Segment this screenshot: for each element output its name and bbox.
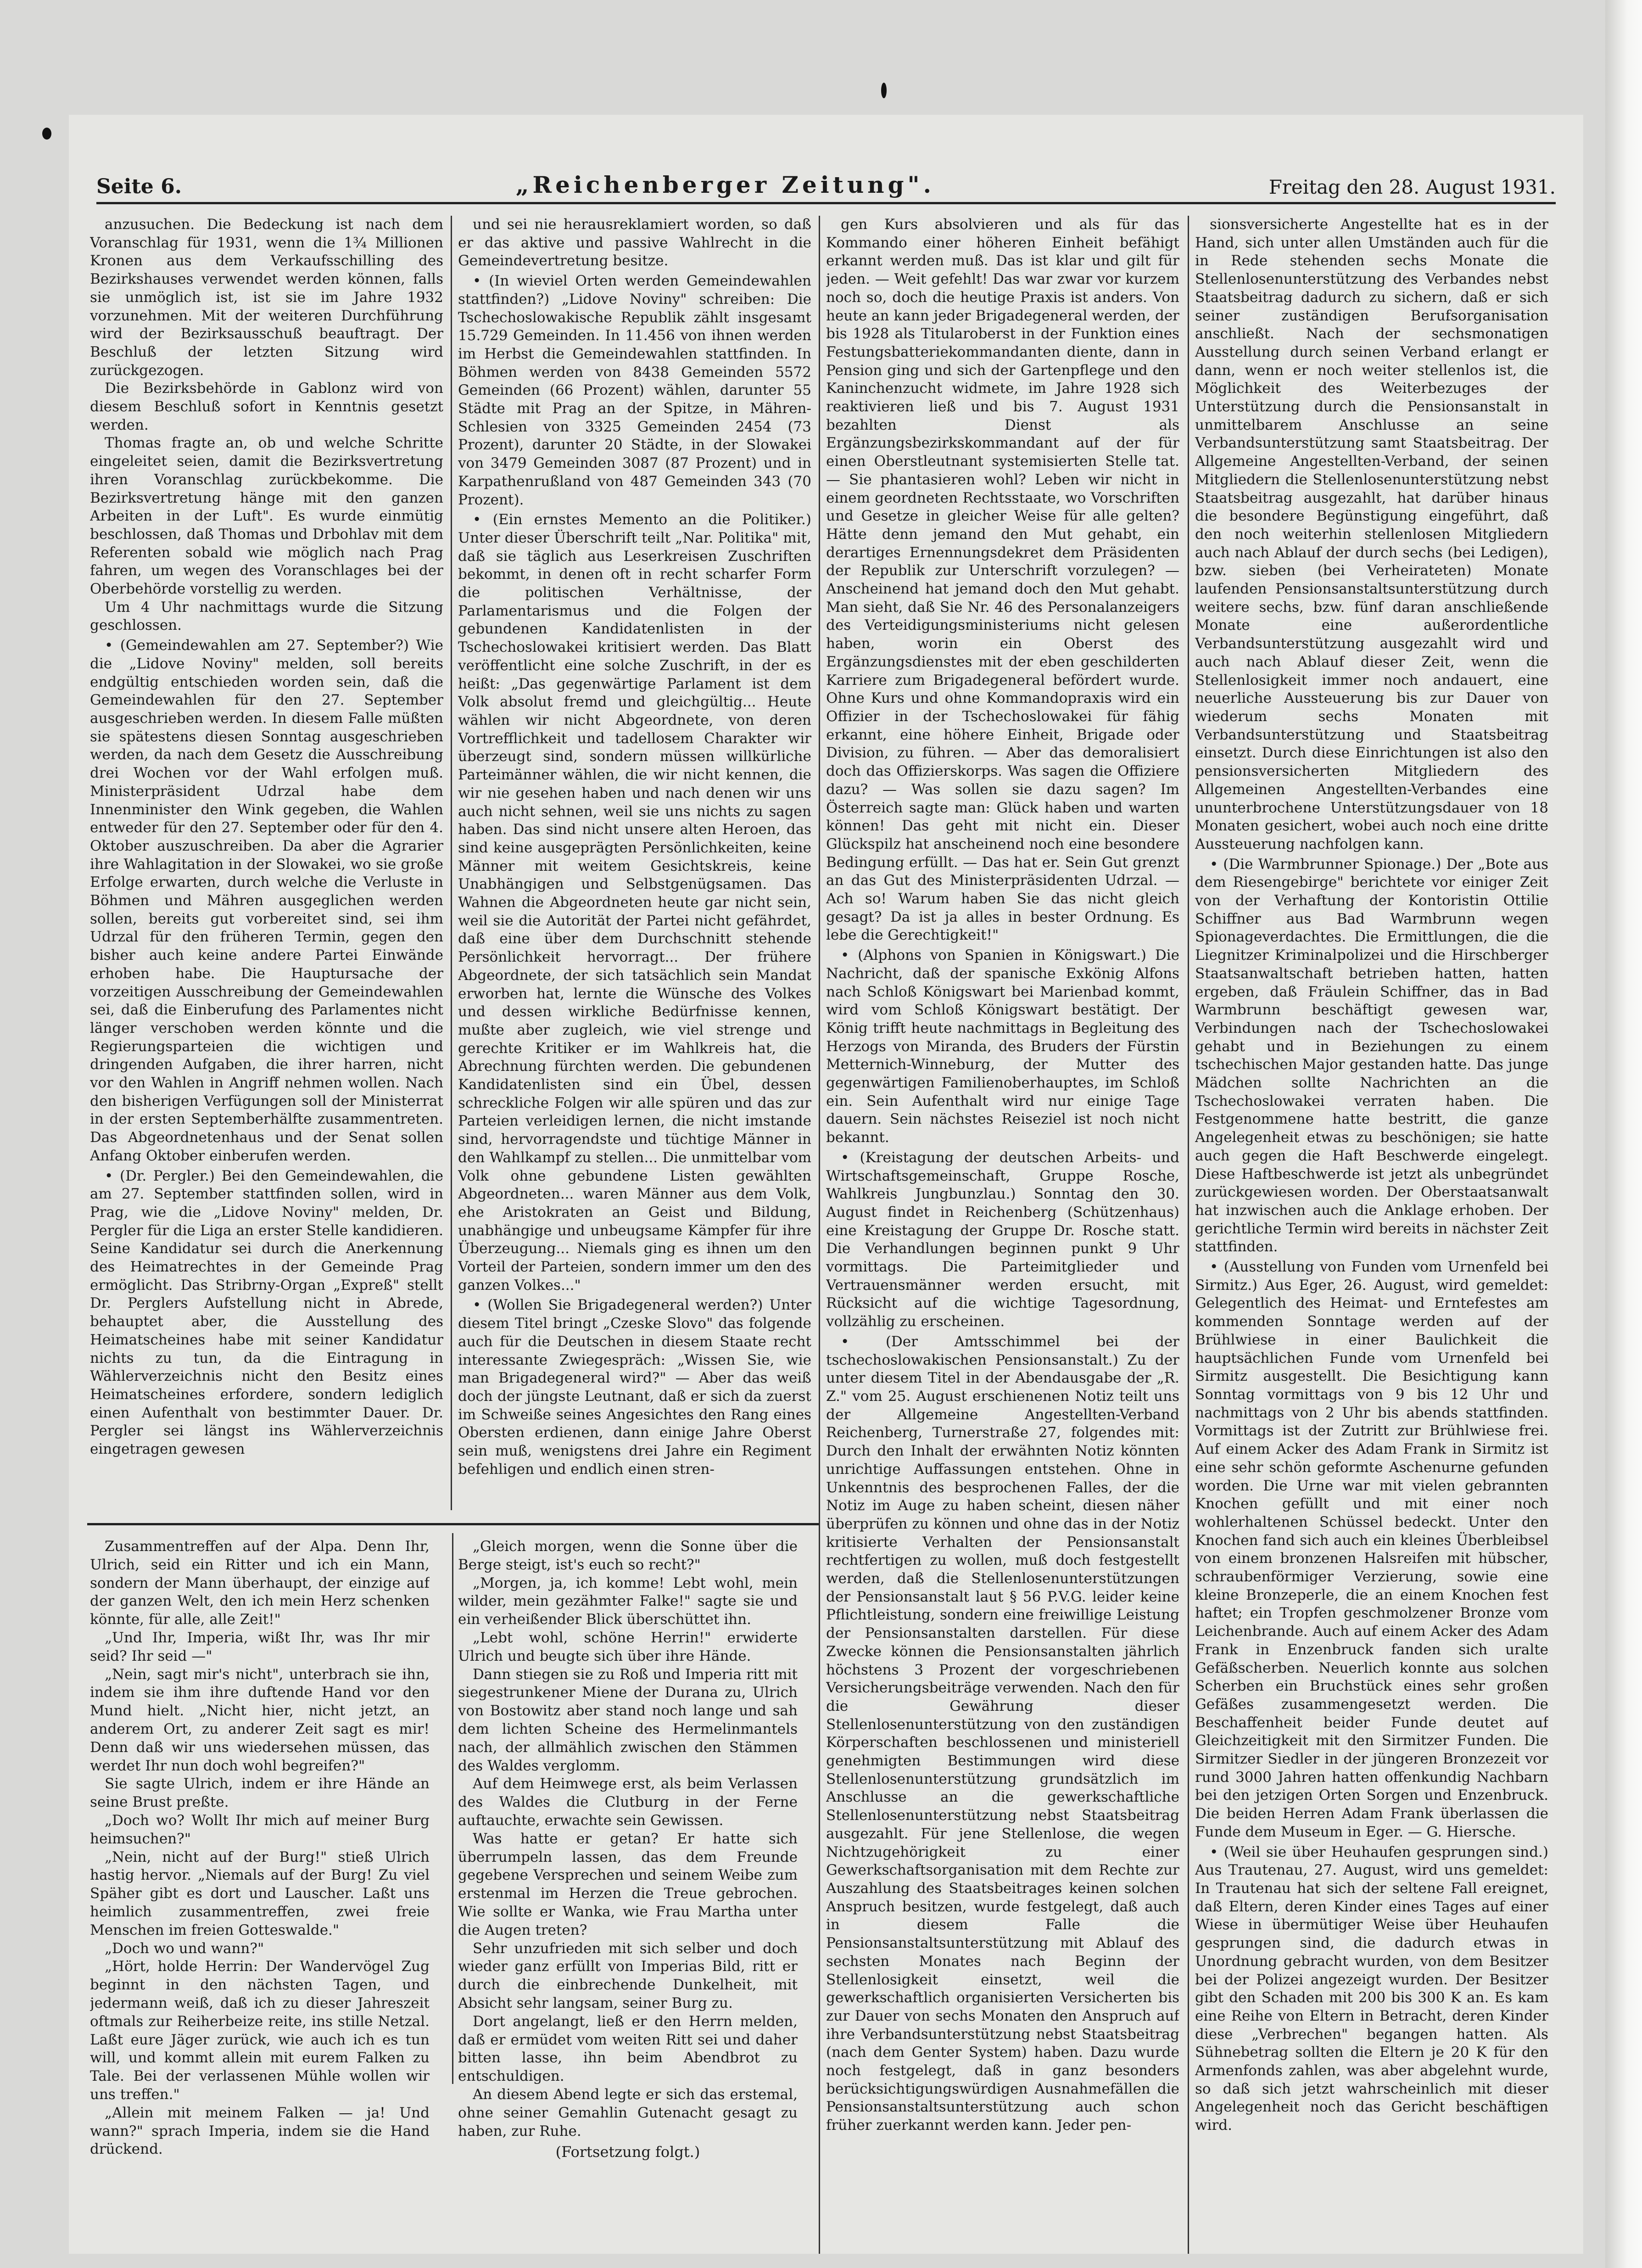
paragraph: • (Der Amtsschimmel bei der tschechoslowakischen Pensionsanstalt.) Zu der unter diesem Titel in der Abendausgabe der „R. Z." vom 25. August erschienenen Notiz teilt uns der Allgemeine Angestellten-Verband Reichenberg, Turnerstraße 27, folgendes mit: Durch den Inhalt der erwähnten Notiz könnten unrichtige Auffassungen entstehen. Ohne in Unkenntnis des besprochenen Falles, der die Notiz im Auge zu haben scheint, diesen näher überprüfen zu können und ohne das in der Notiz kritisierte Verhalten der Pensionsanstalt rechtfertigen zu wollen, muß doch festgestellt werden, daß die Stellenlosenunterstützungen der Pensionsanstalt laut § 56 P.V.G. leider keine Pflichtleistung, sondern eine freiwillige Leistung der Pensionsanstalten darstellen. Für diese Zwecke können die Pensionsanstalten jährlich höchstens 3 Prozent der vorgeschriebenen Versicherungsbeiträge verwenden. Nach den für die Gewährung dieser Stellenlosenunterstützung von den zuständigen Körperschaften beschlossenen und ministeriell genehmigten Bestimmungen wird diese Stellenlosenunterstützung grundsätzlich im Anschlusse an die gewerkschaftliche Stellenlosenunterstützung nebst Staatsbeitrag ausgezahlt. Für jene Stellenlose, die wegen Nichtzugehörigkeit zu einer Gewerkschaftsorganisation mit dem Rechte zur Auszahlung des Staatsbeitrages keinen solchen Anspruch besitzen, wurde festgelegt, daß auch in diesem Falle die Pensionsanstaltsunterstützung mit Ablauf des sechsten Monates nach Beginn der Stellenlosigkeit einsetzt, weil die gewerkschaftlich organisierten Versicherten bis zur Dauer von sechs Monaten den Anspruch auf ihre Verbandsunterstützung nebst Staatsbeitrag (nach dem Genter System) haben. Dazu wurde noch festgelegt, daß in ganz besonders berücksichtigungswürdigen Ausnahmefällen die Pensionsanstaltsunterstützung auch schon früher zuerkannt werden kann. Jeder pen-: [826, 1333, 1179, 2134]
paragraph: „Und Ihr, Imperia, wißt Ihr, was Ihr mir seid? Ihr seid —": [90, 1629, 430, 1664]
paragraph: An diesem Abend legte er sich das erstemal, ohne seiner Gemahlin Gutenacht gesagt zu haben, zur Ruhe.: [458, 2086, 798, 2139]
column-rule: [452, 1533, 453, 2084]
paragraph: „Gleich morgen, wenn die Sonne über die Berge steigt, ist's euch so recht?": [458, 1538, 798, 1573]
header-rule: [96, 202, 1556, 204]
paragraph: Was hatte er getan? Er hatte sich überrumpeln lassen, das dem Freunde gegebene Versprechen und seinem Weibe zum erstenmal im Herzen die Treue gebrochen. Wie sollte er Wanka, wie Frau Martha unter die Augen treten?: [458, 1830, 798, 1938]
paragraph: Thomas fragte an, ob und welche Schritte eingeleitet seien, damit die Bezirksvertretung ihren Voranschlag zurückbekomme. Die Bezirksvertretung hänge mit den ganzen Arbeiten in der Luft". Es wurde einmütig beschlossen, daß Thomas und Drbohlav mit dem Referenten sobald wie möglich nach Prag fahren, um wegen des Voranschlages bei der Oberbehörde vorstellig zu werden.: [90, 435, 443, 598]
paragraph: • (Alphons von Spanien in Königswart.) Die Nachricht, daß der spanische Exkönig Alfons nach Schloß Königswart bei Marienbad kommt, wird vom Schloß Königswart bestätigt. Der König trifft heute nachmittags in Begleitung des Herzogs von Miranda, des Bruders der Fürstin Metternich-Winneburg, der Mutter des gegenwärtigen Familienoberhauptes, im Schloß ein. Sein Aufenthalt wird nur einige Tage dauern. Sein nächstes Reiseziel ist noch nicht bekannt.: [826, 947, 1179, 1146]
paragraph: • (Gemeindewahlen am 27. September?) Wie die „Lidove Noviny" melden, soll bereits endgültig entschieden worden sein, daß die Gemeindewahlen für den 27. September ausgeschrieben werden. In diesem Falle müßten sie spätestens diesen Sonntag ausgeschrieben werden, da nach dem Gesetz die Ausschreibung drei Wochen vor der Wahl erfolgen muß. Ministerpräsident Udrzal habe dem Innenminister den Wink gegeben, die Wahlen entweder für den 27. September oder für den 4. Oktober auszuschreiben. Da aber die Agrarier ihre Wahlagitation in der Slowakei, wo sie große Erfolge erwarten, durch welche die Verluste in Böhmen und Mähren ausgeglichen werden sollen, bereits gut vorbereitet sind, sei ihm Udrzal für den früheren Termin, gegen den bisher auch keine andere Partei Einwände erhoben habe. Die Hauptursache der vorzeitigen Ausschreibung der Gemeindewahlen sei, daß die Einberufung des Parlamentes nicht länger verschoben werden könnte und die Regierungsparteien die wichtigen und dringenden Aufgaben, die ihrer harren, nicht vor den Wahlen in Angriff nehmen wollen. Nach den bisherigen Verfügungen soll der Ministerrat in der ersten Septemberhälfte zusammentreten. Das Abgeordnetenhaus und der Senat sollen Anfang Oktober einberufen werden.: [90, 637, 443, 1164]
paragraph: „Doch wo und wann?": [105, 1940, 264, 1957]
paragraph: Auf dem Heimwege erst, als beim Verlassen des Waldes die Clutburg in der Ferne auftauchte, erwachte sein Gewissen.: [458, 1775, 798, 1829]
ink-mark: [881, 83, 887, 98]
column-rule: [819, 216, 820, 2254]
column-3: [826, 216, 1179, 2254]
paragraph: Die Bezirksbehörde in Gablonz wird von diesem Beschluß sofort in Kenntnis gesetzt werden.: [90, 380, 443, 433]
column-1: [90, 216, 443, 1515]
paragraph: • (Dr. Pergler.) Bei den Gemeindewahlen, die am 27. September stattfinden sollen, wird in Prag, wie die „Lidove Noviny" melden, Dr. Pergler für die Liga an erster Stelle kandidieren. Seine Kandidatur sei durch die Anerkennung des Heimatrechtes in der Gemeinde Prag ermöglicht. Das Stribrny-Organ „Expreß" stellt Dr. Perglers Aufstellung nicht in Abrede, behauptet aber, die Ausstellung des Heimatscheines habe mit seiner Kandidatur nichts zu tun, da die Eintragung in Wählerverzeichnis nicht den Besitz eines Heimatscheines erfordere, sondern lediglich einen Aufenthalt von bestimmter Dauer. Dr. Pergler sei längst ins Wählerverzeichnis eingetragen gewesen: [90, 1167, 443, 1458]
paragraph: • (Weil sie über Heuhaufen gesprungen sind.) Aus Trautenau, 27. August, wird uns gemeldet: In Trautenau hat sich der seltene Fall ereignet, daß Eltern, deren Kinder eines Tages auf einer Wiese in übermütiger Weise über Heuhaufen gesprungen sind, die dadurch etwas in Unordnung gebracht wurden, von dem Besitzer bei der Polizei angezeigt wurden. Der Besitzer gibt den Schaden mit 200 bis 300 K an. Es kam eine Reihe von Eltern in Betracht, deren Kinder diese „Verbrechen" begangen hatten. Als Sühnebetrag sollten die Eltern je 20 K für den Armenfonds zahlen, was aber abgelehnt wurde, so daß sich jetzt wahrscheinlich mit dieser Angelegenheit noch das Gericht beschäftigen wird.: [1195, 1843, 1548, 2134]
newspaper-title: „Reichenberger Zeitung".: [515, 171, 935, 198]
paragraph: Zusammentreffen auf der Alpa. Denn Ihr, Ulrich, seid ein Ritter und ich ein Mann, sondern der Mann überhaupt, der einzige auf der ganzen Welt, den ich mein Herz schenken könnte, für alle, alle Zeit!": [90, 1538, 430, 1628]
paragraph: • (Ein ernstes Memento an die Politiker.) Unter dieser Überschrift teilt „Nar. Politika" mit, daß sie täglich aus Leserkreisen Zuschriften bekommt, in denen oft in recht scharfer Form die politischen Verhältnisse, der Parlamentarismus und die Folgen der gebundenen Kandidatenlisten in der Tschechoslowakei kritisiert werden. Das Blatt veröffentlicht eine solche Zuschrift, in der es heißt: „Das gegenwärtige Parlament ist dem Volk absolut fremd und gleichgültig... Heute wählen wir nicht Abgeordnete, von deren Vortrefflichkeit und tadellosem Charakter wir überzeugt sind, sondern müssen willkürliche Parteimänner wählen, die wir nicht kennen, die wir nie gesehen haben und nach denen wir uns auch nicht sehnen, weil sie uns nichts zu sagen haben. Das sind nicht unsere alten Heroen, das sind keine ausgeprägten Persönlichkeiten, keine Männer mit weitem Gesichtskreis, keine Unabhängigen und Selbstgenügsamen. Das Wahnen die Abgeordneten heute gar nicht sein, weil sie die Autorität der Partei nicht gefährdet, daß eine über dem Durchschnitt stehende Persönlichkeit hervorragt... Der frühere Abgeordnete, der sich tatsächlich sein Mandat erworben hat, lernte die Wünsche des Volkes und dessen wirkliche Bedürfnisse kennen, mußte aber zugleich, wie viel strenge und gerechte Kritiker er im Wahlkreis hat, die Abrechnung fürchten werden. Die gebundenen Kandidatenlisten sind ein Übel, dessen schreckliche Folgen wir alle spüren und das zur Parteien verleidigen lernen, die nicht imstande sind, hervorragendste und tüchtige Männer in den Wahlkampf zu stellen... Die unmittelbar vom Volk ohne gebundene Listen gewählten Abgeordneten... waren Männer aus dem Volk, ehe Aristokraten an Geist und Bildung, unabhängige und unbeugsame Kämpfer für ihre Überzeugung... Niemals ging es ihnen um den Vorteil der Parteien, sondern immer um den des ganzen Volkes...": [458, 511, 811, 1294]
column-2: [458, 216, 811, 1515]
page-header: [96, 171, 1556, 198]
paragraph: Um 4 Uhr nachmittags wurde die Sitzung geschlossen.: [90, 599, 443, 634]
paper-edge: [1605, 0, 1642, 2268]
paragraph: • (Die Warmbrunner Spionage.) Der „Bote aus dem Riesengebirge" berichtete vor einiger Zeit von der Verhaftung der Kontoristin Ottilie Schiffner aus Bad Warmbrunn wegen Spionageverdachtes. Die Ermittlungen, die die Liegnitzer Kriminalpolizei und die Hirschberger Staatsanwaltschaft betrieben hatten, hatten ergeben, daß Fräulein Schiffner, das in Bad Warmbrunn beschäftigt gewesen war, Verbindungen nach der Tschechoslowakei gehabt und in Beziehungen zu einem tschechischen Major gestanden hatte. Das junge Mädchen sollte Nachrichten an die Tschechoslowakei verraten haben. Die Festgenommene hatte bestritt, die ganze Angelegenheit etwas zu beschönigen; sie hatte auch gegen die Haft Beschwerde eingelegt. Diese Haftbeschwerde ist jetzt als unbegründet zurückgewiesen worden. Der Oberstaatsanwalt hat inzwischen auch die Anklage erhoben. Der gerichtliche Termin wird bereits in nächster Zeit stattfinden.: [1195, 856, 1548, 1255]
feuilleton-rule: [87, 1523, 819, 1525]
paragraph: Sehr unzufrieden mit sich selber und doch wieder ganz erfüllt von Imperias Bild, ritt er durch die einbrechende Dunkelheit, mit Absicht sehr langsam, seiner Burg zu.: [458, 1940, 798, 2011]
paragraph: • (Kreistagung der deutschen Arbeits- und Wirtschaftsgemeinschaft, Gruppe Rosche, Wahlkreis Jungbunzlau.) Sonntag den 30. August findet in Reichenberg (Schützenhaus) eine Kreistagung der Gruppe Dr. Rosche statt. Die Verhandlungen beginnen punkt 9 Uhr vormittags. Die Parteimitglieder und Vertrauensmänner werden ersucht, mit Rücksicht auf die wichtige Tagesordnung, vollzählig zu erscheinen.: [826, 1149, 1179, 1330]
page-number: Seite 6.: [96, 175, 182, 198]
column-4: [1195, 216, 1548, 2254]
paragraph: „Hört, holde Herrin: Der Wandervögel Zug beginnt in den nächsten Tagen, und jedermann weiß, daß ich zu dieser Jahreszeit oftmals zur Reiherbeize reite, ins stille Netzal. Laßt eure Jäger zurück, wie auch ich es tun will, und kommt allein mit eurem Falken zu Tale. Bei der verlassenen Mühle wollen wir uns treffen.": [90, 1958, 430, 2103]
paragraph: Dann stiegen sie zu Roß und Imperia ritt mit siegestrunkener Miene der Durana zu, Ulrich von Bostowitz aber stand noch lange und sah dem lichten Scheine des Hermelinmantels nach, der allmählich zwischen den Stämmen des Waldes verglomm.: [458, 1666, 798, 1774]
paragraph: sionsversicherte Angestellte hat es in der Hand, sich unter allen Umständen auch für die in Rede stehenden sechs Monate die Stellenlosenunterstützung des Verbandes nebst Staatsbeitrag dadurch zu sichern, daß er sich seiner zuständigen Berufsorganisation anschließt. Nach der sechsmonatigen Ausstellung durch seinen Verband erlangt er dann, wenn er noch weiter stellenlos ist, die Möglichkeit des Weiterbezuges der Unterstützung durch die Pensionsanstalt in unmittelbarem Anschlusse an seine Verbandsunterstützung samt Staatsbeitrag. Der Allgemeine Angestellten-Verband, der seinen Mitgliedern die Stellenlosenunterstützung nebst Staatsbeitrag ausgezahlt, hat darüber hinaus die besondere Begünstigung eingeführt, daß den noch weiterhin stellenlosen Mitgliedern auch nach Ablauf der durch sechs (bei Ledigen), bzw. sieben (bei Verheirateten) Monate laufenden Pensionsanstaltsunterstützung durch weitere sechs, bzw. fünf daran anschließende Monate eine außerordentliche Verbandsunterstützung ausgezahlt wird und auch nach Ablauf dieser Zeit, wenn die Stellenlosigkeit immer noch andauert, eine neuerliche Aussteuerung bis zur Dauer von wiederum sechs Monaten mit Verbandsunterstützung und Staatsbeitrag einsetzt. Durch diese Einrichtungen ist also den pensionsversicherten Mitgliedern des Allgemeinen Angestellten-Verbandes eine ununterbrochene Unterstützungsdauer von 18 Monaten gesichert, wobei auch noch eine dritte Aussteuerung nachfolgen kann.: [1195, 216, 1548, 852]
serial-column-right: [458, 1538, 798, 2162]
paragraph: und sei nie herausreklamiert worden, so daß er das aktive und passive Wahlrecht in die Gemeindevertretung besitze.: [458, 216, 811, 269]
column-rule: [451, 216, 452, 1510]
column-rule: [1188, 216, 1189, 2254]
paragraph: „Lebt wohl, schöne Herrin!" erwiderte Ulrich und beugte sich über ihre Hände.: [458, 1629, 798, 1664]
issue-date: Freitag den 28. August 1931.: [1268, 176, 1556, 198]
punch-hole: [42, 128, 51, 140]
paragraph: anzusuchen. Die Bedeckung ist nach dem Voranschlag für 1931, wenn die 1¾ Millionen Kronen aus dem Verkaufsschilling des Bezirkshauses verwendet werden können, falls sie unmöglich ist, ist sie im Jahre 1932 vorzunehmen. Mit der weiteren Durchführung wird der Bezirksausschuß beauftragt. Der Beschluß der letzten Sitzung wird zurückgezogen.: [90, 216, 443, 379]
paragraph: Dort angelangt, ließ er den Herrn melden, daß er ermüdet vom weiten Ritt sei und daher bitten lasse, ihn beim Abendbrot zu entschuldigen.: [458, 2013, 798, 2085]
paragraph: • (In wieviel Orten werden Gemeindewahlen stattfinden?) „Lidove Noviny" schreiben: Die Tschechoslowakische Republik zählt insgesamt 15.729 Gemeinden. In 11.456 von ihnen werden im Herbst die Gemeindewahlen stattfinden. In Böhmen werden von 8438 Gemeinden 5572 Gemeinden (66 Prozent) wählen, darunter 55 Städte mit Prag an der Spitze, in Mähren-Schlesien von 3325 Gemeinden 2454 (73 Prozent), darunter 20 Städte, in der Slowakei von 3479 Gemeinden 3087 (87 Prozent) und in Karpathenrußland von 487 Gemeinden 343 (70 Prozent).: [458, 273, 811, 508]
paragraph: „Nein, nicht auf der Burg!" stieß Ulrich hastig hervor. „Niemals auf der Burg! Zu viel Späher gibt es dort und Lauscher. Laßt uns heimlich zusammentreffen, zwei freie Menschen im freien Gotteswalde.": [90, 1848, 430, 1938]
paragraph: „Nein, sagt mir's nicht", unterbrach sie ihn, indem sie ihm ihre duftende Hand vor den Mund hielt. „Nicht hier, nicht jetzt, an anderem Ort, zu anderer Zeit sagt es mir! Denn daß wir uns wiedersehen müssen, das werdet Ihr nun doch wohl begreifen?": [90, 1666, 430, 1774]
serial-column-left: [90, 1538, 430, 2159]
paragraph: „Allein mit meinem Falken — ja! Und wann?" sprach Imperia, indem sie die Hand drückend.: [90, 2104, 430, 2158]
paragraph: • (Wollen Sie Brigadegeneral werden?) Unter diesem Titel bringt „Czeske Slovo" das folgende auch für die Deutschen in diesem Staate recht interessante Zwiegespräch: „Wissen Sie, wie man Brigadegeneral wird?" — Aber das weiß doch der jüngste Leutnant, daß er sich da zuerst im Schweiße seines Angesichtes den Rang eines Obersten erdienen, dann einige Jahre Oberst sein muß, wenigstens drei Jahre ein Regiment befehligen und endlich einen stren-: [458, 1297, 811, 1478]
paragraph: gen Kurs absolvieren und als für das Kommando einer höheren Einheit befähigt erkannt werden muß. Das ist klar und gilt für jeden. — Weit gefehlt! Das war zwar vor kurzem noch so, doch die heutige Praxis ist anders. Von heute an kann jeder Brigadegeneral werden, der bis 1928 als Titularoberst in der Funktion eines Festungsbatteriekommandanten diente, dann in Pension ging und sich der Gartenpflege und den Kaninchenzucht widmete, im Jahre 1928 sich reaktivieren ließ und bis 7. August 1931 bezahlten Dienst als Ergänzungsbezirkskommandant auf der für einen Oberstleutnant systemisierten Stelle tat. — Sie phantasieren wohl? Leben wir nicht in einem geordneten Rechtsstaate, wo Vorschriften und Gesetze in gleicher Weise für alle gelten? Hätte denn jemand den Mut gehabt, ein derartiges Ernennungsdekret dem Präsidenten der Republik zur Unterschrift vorzulegen? — Anscheinend hat jemand doch den Mut gehabt. Man sieht, daß Sie Nr. 46 des Personalanzeigers des Verteidigungsministeriums nicht gelesen haben, worin ein Oberst des Ergänzungsdienstes mit der eben geschilderten Karriere zum Brigadegeneral befördert wurde. Ohne Kurs und ohne Kommandopraxis wird ein Offizier in der Tschechoslowakei für fähig erkannt, eine höhere Einheit, Brigade oder Division, zu führen. — Aber das demoralisiert doch das Offizierskorps. Was sagen die Offiziere dazu? — Was sollen sie dazu sagen? Im Österreich sagte man: Glück haben und warten können! Das geht mit nicht ein. Dieser Glückspilz hat anscheinend noch eine besondere Bedingung erfüllt. — Das hat er. Sein Gut grenzt an das Gut des Ministerpräsidenten Udrzal. — Ach so! Warum haben Sie das nicht gleich gesagt? Da ist ja alles in bester Ordnung. Es lebe die Gerechtigkeit!": [826, 216, 1179, 944]
paragraph: „Morgen, ja, ich komme! Lebt wohl, mein wilder, mein gezähmter Falke!" sagte sie und ein verheißender Blick überschüttet ihn.: [458, 1574, 798, 1628]
paragraph: „Doch wo? Wollt Ihr mich auf meiner Burg heimsuchen?": [90, 1812, 430, 1847]
continued-note: (Fortsetzung folgt.): [555, 2143, 700, 2161]
paragraph: • (Ausstellung von Funden vom Urnenfeld bei Sirmitz.) Aus Eger, 26. August, wird gemeldet: Gelegentlich des Heimat- und Erntefestes am kommenden Sonntage werden auf der Brühlwiese in einer Baulichkeit die hauptsächlichen Funde vom Urnenfeld bei Sirmitz ausgestellt. Die Besichtigung kann Sonntag vormittags von 9 bis 12 Uhr und nachmittags von 2 Uhr bis abends stattfinden. Vormittags ist der Zutritt zur Brühlwiese frei. Auf einem Acker des Adam Frank in Sirmitz ist eine sehr schön geformte Aschenurne gefunden worden. Die Urne war mit vielen gebrannten Knochen gefüllt und mit einer noch wohlerhaltenen Schüssel bedeckt. Unter den Knochen fand sich auch ein kleines Überbleibsel von einem bronzenen Halsreifen mit hübscher, schraubenförmiger Verzierung, sowie eine kleine Bronzeperle, die an einem Knochen fest haftet; ein Tropfen geschmolzener Bronze vom Leichenbrande. Auch auf einem Acker des Adam Frank in Enzenbruck fanden sich uralte Gefäßscherben. Neuerlich konnte aus solchen Scherben ein Bruchstück eines sehr großen Gefäßes zusammengesetzt werden. Die Beschaffenheit beider Funde deutet auf Gleichzeitigkeit mit den Sirmitzer Funden. Die Sirmitzer Siedler in der jüngeren Bronzezeit vor rund 3000 Jahren hatten offenkundig Nachbarn bei den jetzigen Orten Sorgen und Enzenbruck. Die beiden Herren Adam Frank überlassen die Funde dem Museum in Eger. — G. Hiersche.: [1195, 1259, 1548, 1840]
paragraph: Sie sagte Ulrich, indem er ihre Hände an seine Brust preßte.: [90, 1775, 430, 1811]
